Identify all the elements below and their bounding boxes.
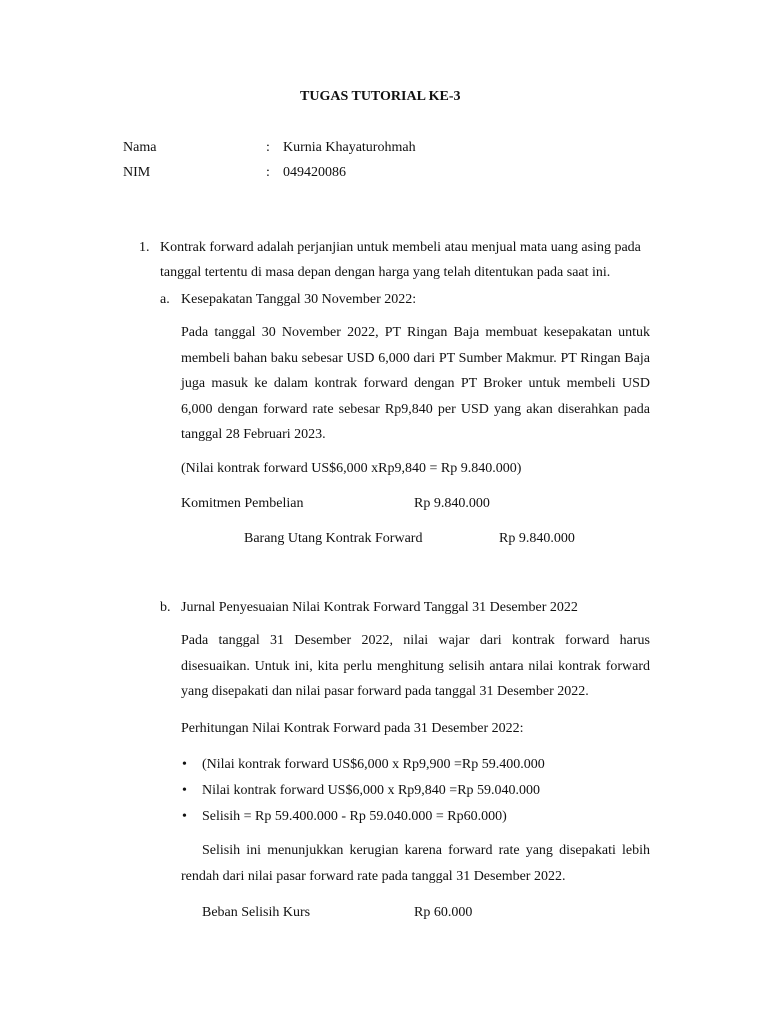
subitem-a-letter: a. bbox=[160, 292, 170, 307]
journal-credit-value: Rp 9.840.000 bbox=[499, 531, 575, 546]
subitem-a-calculation: (Nilai kontrak forward US$6,000 xRp9,840 = Rp 9.840.000) bbox=[181, 461, 522, 476]
calculation-heading: Perhitungan Nilai Kontrak Forward pada 31 Desember 2022: bbox=[181, 721, 524, 736]
journal-expense-value: Rp 60.000 bbox=[414, 905, 473, 920]
bullet-dot: • bbox=[182, 809, 187, 824]
explanation-paragraph: Selisih ini menunjukkan kerugian karena forward rate yang disepakati lebih rendah dari nilai pasar forward rate pada tanggal 31 Desember 2022. bbox=[181, 843, 650, 884]
journal-credit-label: Barang Utang Kontrak Forward bbox=[244, 531, 423, 546]
name-label: Nama bbox=[123, 140, 157, 155]
journal-debit-label: Komitmen Pembelian bbox=[181, 496, 304, 511]
nim-separator: : bbox=[266, 165, 270, 180]
bullet-dot: • bbox=[182, 757, 187, 772]
nim-label: NIM bbox=[123, 165, 151, 180]
question-intro-line2: tanggal tertentu di masa depan dengan harga yang telah ditentukan pada saat ini. bbox=[160, 265, 611, 280]
list-item: Nilai kontrak forward US$6,000 x Rp9,840 =Rp 59.040.000 bbox=[202, 783, 541, 798]
list-item: Selisih = Rp 59.400.000 - Rp 59.040.000 = Rp60.000) bbox=[202, 809, 507, 824]
name-separator: : bbox=[266, 140, 270, 155]
nim-value: 049420086 bbox=[283, 165, 346, 180]
subitem-b-heading: Jurnal Penyesuaian Nilai Kontrak Forward Tanggal 31 Desember 2022 bbox=[181, 600, 578, 615]
subitem-a-paragraph: Pada tanggal 30 November 2022, PT Ringan Baja membuat kesepakatan untuk membeli bahan baku sebesar USD 6,000 dari PT Sumber Makmur. PT Ringan Baja juga masuk ke dalam kontrak forward dengan PT Broker untuk membeli USD 6,000 dengan forward rate sebesar Rp9,840 per USD yang akan diserahkan pada tanggal 28 Februari 2023. bbox=[181, 325, 650, 442]
subitem-b-letter: b. bbox=[160, 600, 171, 615]
page-title: TUGAS TUTORIAL KE-3 bbox=[300, 89, 461, 104]
question-number: 1. bbox=[139, 240, 150, 255]
name-value: Kurnia Khayaturohmah bbox=[283, 140, 416, 155]
bullet-dot: • bbox=[182, 783, 187, 798]
journal-debit-value: Rp 9.840.000 bbox=[414, 496, 490, 511]
journal-expense-label: Beban Selisih Kurs bbox=[202, 905, 311, 920]
subitem-b-paragraph: Pada tanggal 31 Desember 2022, nilai wajar dari kontrak forward harus disesuaikan. Untuk ini, kita perlu menghitung selisih antara nilai kontrak forward yang disepakati dan nilai pasar forward pada tanggal 31 Desember 2022. bbox=[181, 633, 650, 699]
list-item: (Nilai kontrak forward US$6,000 x Rp9,900 =Rp 59.400.000 bbox=[202, 757, 545, 772]
subitem-a-heading: Kesepakatan Tanggal 30 November 2022: bbox=[181, 292, 417, 307]
question-intro-line1: Kontrak forward adalah perjanjian untuk membeli atau menjual mata uang asing pada bbox=[160, 240, 641, 255]
